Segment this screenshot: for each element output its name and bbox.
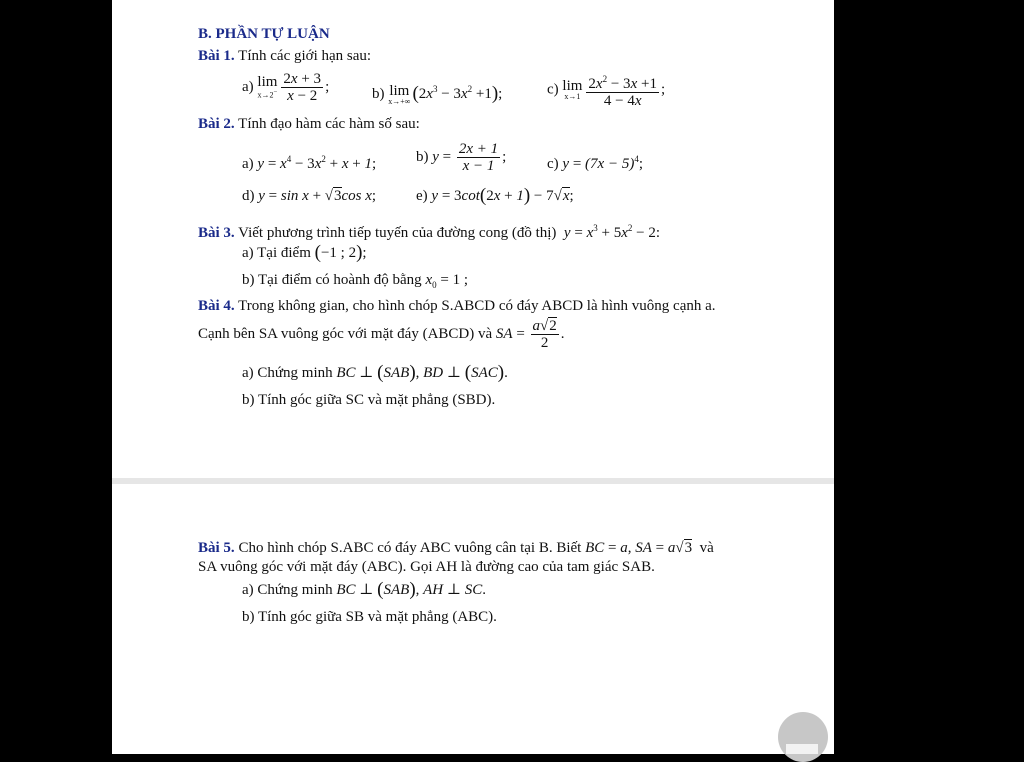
floating-action-button[interactable] <box>778 712 828 762</box>
bai2-d: d) y = sin x + √3cos x; <box>242 188 377 204</box>
bai5-line1: Bài 5. Cho hình chóp S.ABC có đáy ABC vuông cân tại B. Biết BC = a, SA = a√3 và <box>198 540 714 556</box>
bai2-heading: Bài 2. Tính đạo hàm các hàm số sau: <box>198 116 420 132</box>
bai4-line2: Cạnh bên SA vuông góc với mặt đáy (ABCD) và SA = $\frac{a√2}{2}$ . <box>198 318 565 351</box>
bai3-heading: Bài 3. Viết phương trình tiếp tuyến của đường cong (đồ thị) $y = x^3 + 5x^2 - 2$: <box>198 223 661 241</box>
bai4-b: b) Tính góc giữa SC và mặt phẳng (SBD). <box>242 392 496 408</box>
bai2-e: e) y = 3cot(2x + 1) − 7√x; <box>416 185 574 206</box>
bai2-a: a) $y = x^4 - 3x^2 + x + 1$; <box>242 154 377 172</box>
menu-icon <box>786 744 818 754</box>
section-title: B. PHẦN TỰ LUẬN <box>198 26 330 42</box>
bai1-b: b) lim x→+∞ $(2x^3 - 3x^2 +1)$; <box>372 82 503 106</box>
bai4-a: a) Chứng minh BC ⊥ (SAB), BD ⊥ (SAC). <box>242 362 508 383</box>
bai1-a: a) lim x→2− $\frac{2x + 3}{x - 2}$ ; <box>242 71 330 104</box>
bai2-c: c) $y = (7x - 5)^4$; <box>547 154 643 172</box>
bai5-b: b) Tính góc giữa SB và mặt phẳng (ABC). <box>242 609 497 625</box>
bai1-c: c) lim x→1 $\frac{2x^2 - 3x +1}{4 - 4x}$ ; <box>547 71 665 109</box>
bai4-line1: Bài 4. Trong không gian, cho hình chóp S.ABCD có đáy ABCD là hình vuông cạnh a. <box>198 298 716 314</box>
bai3-b: b) Tại điểm có hoành độ bằng $x_0 = 1$ ; <box>242 272 468 290</box>
bai5-line2: SA vuông góc với mặt đáy (ABC). Gọi AH là đường cao của tam giác SAB. <box>198 559 655 575</box>
bai2-b: b) y = $\frac{2x + 1}{x - 1}$ ; <box>416 141 507 174</box>
bai3-a: a) Tại điểm (−1 ; 2); <box>242 242 367 263</box>
bai5-a: a) Chứng minh BC ⊥ (SAB), AH ⊥ SC. <box>242 579 487 600</box>
bai1-heading: Bài 1. Tính các giới hạn sau: <box>198 48 372 64</box>
